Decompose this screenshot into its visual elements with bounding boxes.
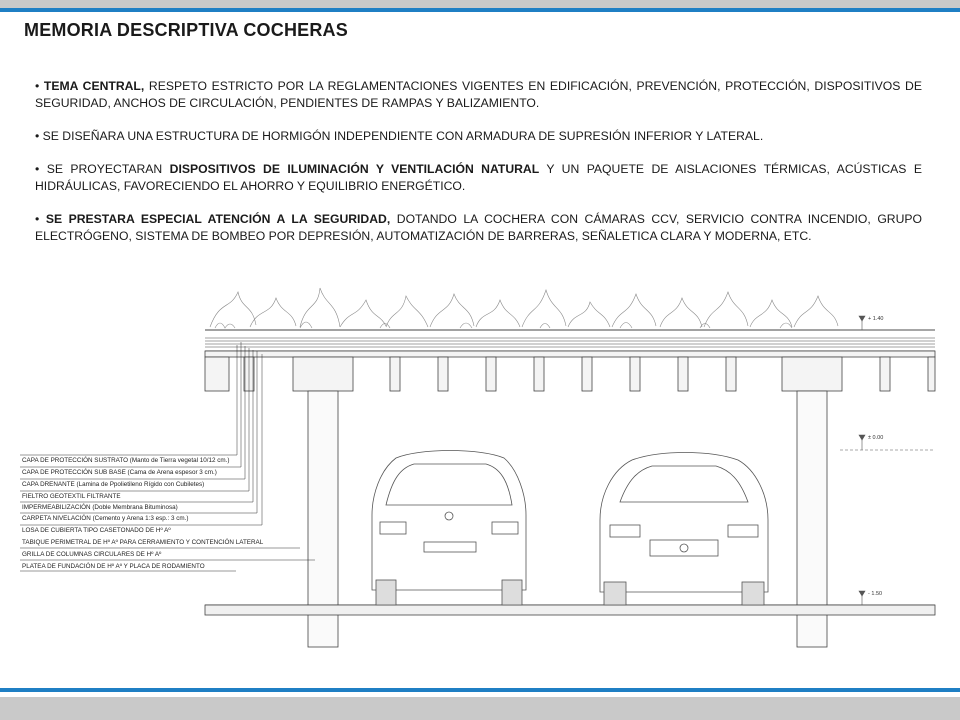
layer-label-9: GRILLA DE COLUMNAS CIRCULARES DE Hº Aº: [22, 551, 162, 558]
level-floor-label: - 1.50: [868, 591, 883, 597]
layer-label-6: CARPETA NIVELACIÓN (Cemento y Arena 1:3 esp.: 3 cm.): [22, 515, 189, 522]
layer-labels: [22, 455, 264, 570]
bullet-list: [35, 78, 922, 261]
car-left-illustration: [372, 451, 526, 606]
layer-label-8: TABIQUE PERIMETRAL DE Hº Aº PARA CERRAMIENTO Y CONTENCIÓN LATERAL: [22, 539, 264, 546]
car-right-illustration: [600, 453, 768, 606]
top-gray-band: [0, 0, 960, 8]
floor-slab: [205, 605, 935, 615]
waffle-slab: [205, 351, 935, 391]
bullet-item-3: • SE PROYECTARAN DISPOSITIVOS DE ILUMINACIÓN Y VENTILACIÓN NATURAL Y UN PAQUETE DE AISLACIONES TÉRMICAS, ACÚSTICAS E HIDRÁULICAS, FAVORECIENDO EL AHORRO Y EQUILIBRIO ENERGÉTICO.: [35, 162, 922, 193]
bottom-blue-rule: [0, 688, 960, 692]
garage-section-drawing: [0, 280, 960, 680]
layer-label-1: CAPA DE PROTECCIÓN SUSTRATO (Manto de Tierra vegetal 10/12 cm.): [22, 457, 230, 464]
vegetation-illustration: [210, 288, 838, 328]
roof-layers: [205, 330, 935, 351]
layer-label-7: LOSA DE CUBIERTA TIPO CASETONADO DE Hº Aº: [22, 527, 171, 534]
bullet-item-2: • SE DISEÑARA UNA ESTRUCTURA DE HORMIGÓN INDEPENDIENTE CON ARMADURA DE SUPRESIÓN INFERIOR Y LATERAL.: [35, 129, 764, 143]
layer-label-4: FIELTRO GEOTEXTIL FILTRANTE: [22, 493, 121, 500]
page-title: MEMORIA DESCRIPTIVA COCHERAS: [24, 20, 348, 40]
layer-label-2: CAPA DE PROTECCIÓN SUB BASE (Cama de Arena espesor 3 cm.): [22, 469, 217, 476]
layer-label-10: PLATEA DE FUNDACIÓN DE Hº Aº Y PLACA DE RODAMIENTO: [22, 563, 205, 570]
layer-label-5: IMPERMEABILIZACIÓN (Doble Membrana Bituminosa): [22, 504, 178, 511]
bullet-item-4: • SE PRESTARA ESPECIAL ATENCIÓN A LA SEGURIDAD, DOTANDO LA COCHERA CON CÁMARAS CCV, SERVICIO CONTRA INCENDIO, GRUPO ELECTRÓGENO, SISTEMA DE BOMBEO POR DEPRESIÓN, AUTOMATIZACIÓN DE BARRERAS, SEÑALETICA CLARA Y MODERNA, ETC.: [35, 212, 923, 243]
bottom-gray-band: [0, 697, 960, 720]
level-ground-label: ± 0.00: [868, 435, 884, 441]
layer-label-3: CAPA DRENANTE (Lamina de Ppolietileno Rígido con Cubiletes): [22, 481, 205, 488]
level-roof-label: + 1.40: [868, 316, 884, 322]
bullet-item-1: • TEMA CENTRAL, RESPETO ESTRICTO POR LA REGLAMENTACIONES VIGENTES EN EDIFICACIÓN, PREVENCIÓN, PROTECCIÓN, DISPOSITIVOS DE SEGURIDAD, ANCHOS DE CIRCULACIÓN, PENDIENTES DE RAMPAS Y BALIZAMIENTO.: [35, 79, 922, 110]
top-blue-rule: [0, 8, 960, 12]
